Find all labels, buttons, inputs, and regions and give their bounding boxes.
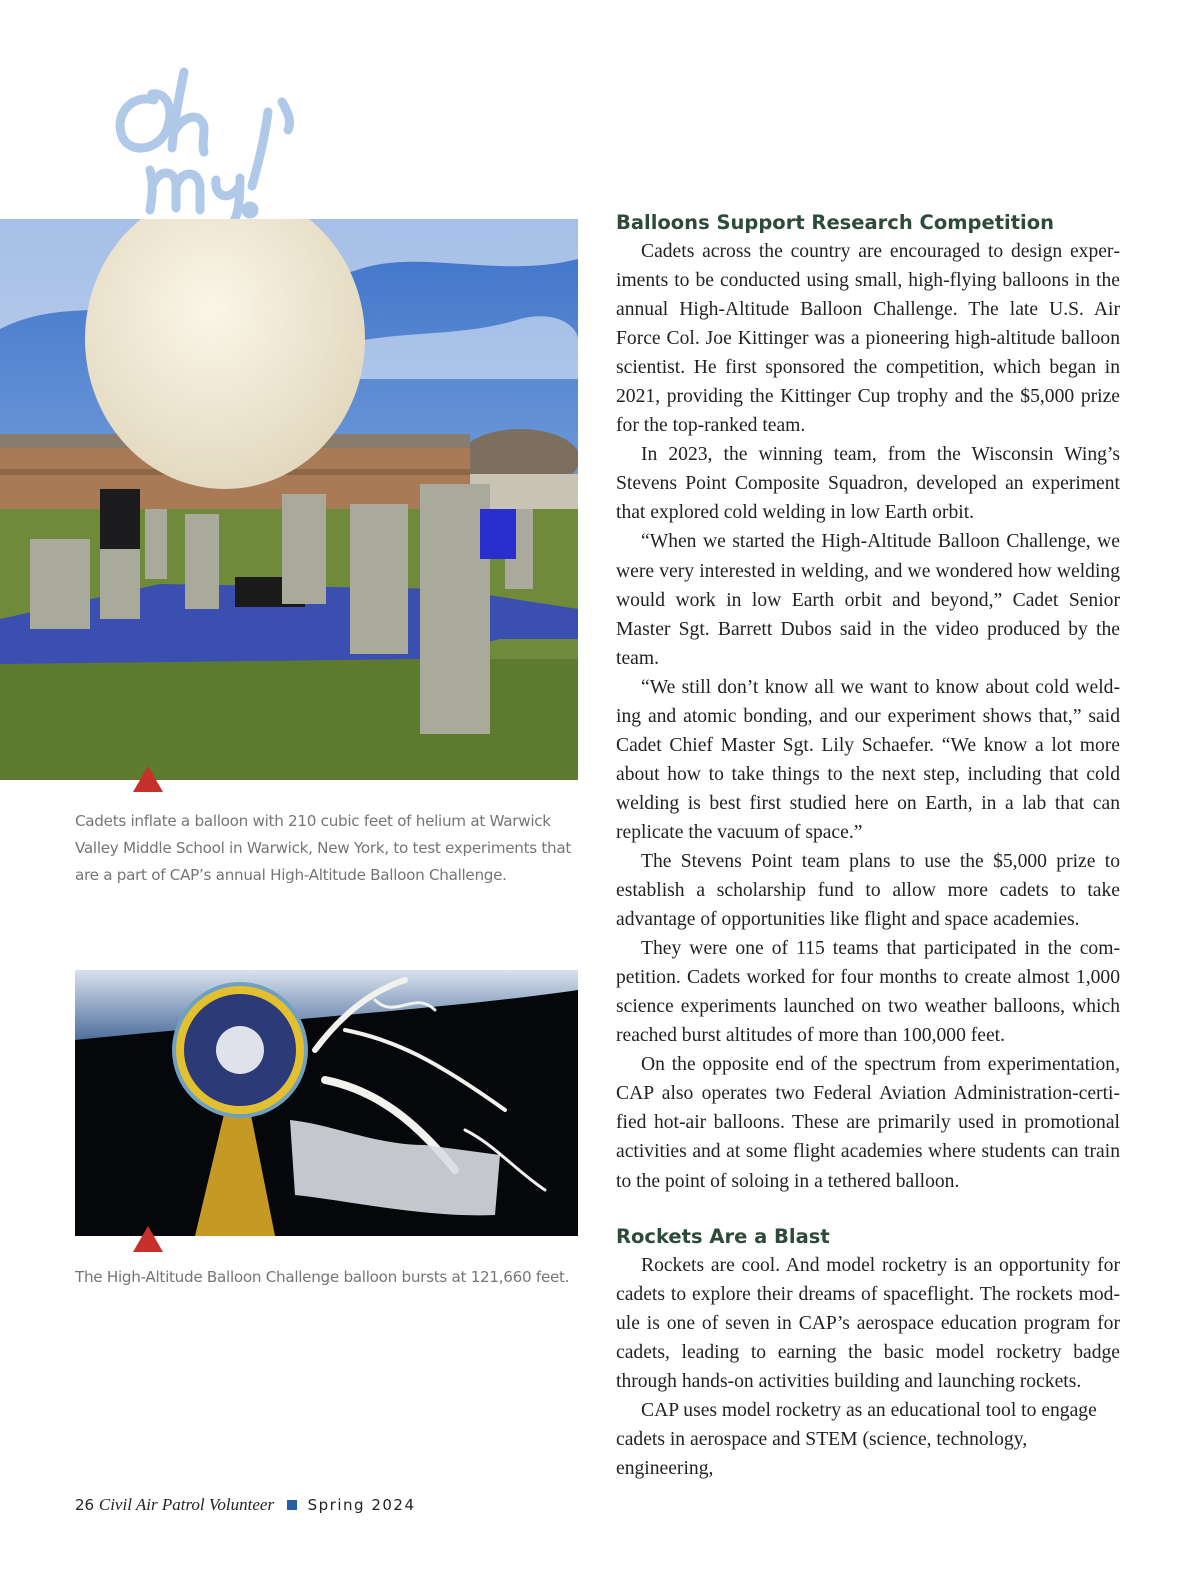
article-paragraph: The Stevens Point team plans to use the $5,000 prize to establish a scholarship fund to allow more cadets to take advantage of opportunities like flight and space academies. bbox=[616, 850, 1120, 931]
balloon-launch-illustration bbox=[0, 219, 578, 780]
article-paragraph: CAP uses model rocketry as an educational tool to engage cadets in aerospace and STEM (science, technology, engineering, bbox=[616, 1399, 1097, 1479]
article-column bbox=[616, 208, 1120, 1483]
photo2-caption: The High-Altitude Balloon Challenge balloon bursts at 121,660 feet. bbox=[75, 1268, 570, 1286]
caption-marker-triangle bbox=[133, 766, 163, 792]
footer-square-icon bbox=[287, 1500, 297, 1510]
balloon-launch-photo bbox=[0, 219, 578, 780]
article-paragraph: “When we started the High-Altitude Balloon Challenge, we were very interested in welding, and we wondered how welding would work in low Earth orbit and beyond,” Cadet Senior Master Sgt. Barrett Dubos said in the video produced by the team. bbox=[616, 531, 1120, 669]
article-paragraph: On the opposite end of the spectrum from experimentation, CAP also operates two Federal Aviation Administration-certified hot-air balloons. These are primarily used in promotional activities and at some flight academies where students can train to the point of soloing in a tethered balloon. bbox=[616, 1054, 1120, 1192]
issue-date: Spring 2024 bbox=[307, 1496, 416, 1514]
article-paragraph: In 2023, the winning team, from the Wisconsin Wing’s Stevens Point Composite Squadron, developed an experiment that explored cold welding in low Earth orbit. bbox=[616, 444, 1120, 524]
page-number: 26 bbox=[75, 1496, 95, 1514]
caption-marker-triangle bbox=[133, 1226, 163, 1252]
page-footer bbox=[75, 1495, 416, 1515]
balloon-burst-illustration bbox=[75, 970, 578, 1236]
article-paragraph: They were one of 115 teams that participated in the competition. Cadets worked for four months to create almost 1,000 science experiments launched on two weather balloons, which reached burst altitudes of more than 100,000 feet. bbox=[616, 938, 1120, 1047]
section-gap bbox=[616, 1196, 1120, 1218]
magazine-title: Civil Air Patrol Volunteer bbox=[98, 1495, 275, 1514]
section-heading-rockets: Rockets Are a Blast bbox=[616, 1224, 830, 1248]
section-heading-balloons: Balloons Support Research Competition bbox=[616, 211, 1055, 234]
oh-my-handwriting bbox=[92, 52, 322, 232]
oh-my-handwriting-art bbox=[92, 52, 322, 232]
photo1-caption: Cadets inflate a balloon with 210 cubic feet of helium at Warwick Valley Middle School in Warwick, New York, to test experiments that are a part of CAP’s annual High-Altitude Balloon Challenge. bbox=[75, 812, 572, 884]
article-paragraph: Rockets are cool. And model rocketry is an opportunity for cadets to explore their dreams of spaceflight. The rockets module is one of seven in CAP’s aerospace education program for cadets, leading to earning the basic model rocketry badge through hands-on activities building and launching rockets. bbox=[616, 1254, 1120, 1392]
balloon-burst-photo bbox=[75, 970, 578, 1236]
article-paragraph: “We still don’t know all we want to know about cold welding and atomic bonding, and our experiment shows that,” said Cadet Chief Master Sgt. Lily Schaefer. “We know a lot more about how to take things to the next step, including that cold welding is best first studied here on Earth, in a lab that can replicate the vacuum of space.” bbox=[616, 676, 1120, 843]
article-paragraph: Cadets across the country are encouraged to design experiments to be conducted using small, high-flying balloons in the annual High-Altitude Balloon Challenge. The late U.S. Air Force Col. Joe Kittinger was a pioneering high-altitude balloon scientist. He first sponsored the competition, which began in 2021, providing the Kittinger Cup trophy and the $5,000 prize for the top-ranked team. bbox=[616, 241, 1120, 437]
